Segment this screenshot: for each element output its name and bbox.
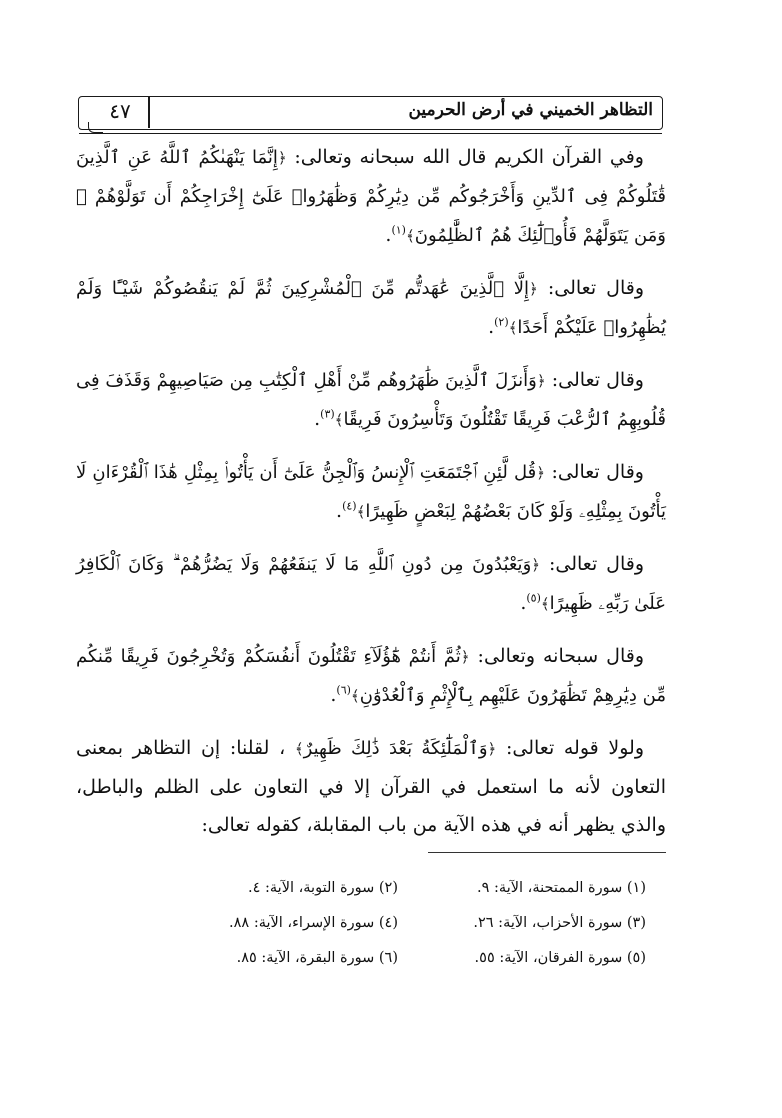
paragraph-intro: وقال تعالى:: [551, 461, 644, 483]
footnote-item: (٦) سورة البقرة، الآية: ٨٥.: [236, 949, 398, 966]
ornate-bracket-close-icon: ﴾: [508, 319, 518, 337]
ornate-bracket-open-icon: ﴿: [529, 280, 538, 298]
footnote-item: (١) سورة الممتحنة، الآية: ٩.: [477, 879, 646, 896]
paragraph-intro: وقال تعالى:: [548, 553, 644, 575]
footnote-item: (٢) سورة التوبة، الآية: ٤.: [247, 879, 398, 896]
header-divider: [148, 96, 150, 128]
ornate-bracket-open-icon: ﴿: [277, 149, 287, 167]
paragraph-1: وفي القرآن الكريم قال الله سبحانه وتعالى: ﴿إِنَّمَا يَنْهَىٰكُمُ ٱللَّهُ عَنِ ٱلَّذِينَ قَٰتَلُوكُمْ فِى ٱلدِّينِ وَأَخْرَجُوكُم مِّن دِيَٰرِكُمْ وَظَٰهَرُوا۟ عَلَىٰٓ إِخْرَاجِكُمْ أَن تَوَلَّوْهُمْ ۚ وَمَن يَتَوَلَّهُمْ فَأُو۟لَٰٓئِكَ هُمُ ٱلظَّٰلِمُونَ﴾$^{(١)}$.: [76, 146, 666, 246]
paragraph-3: وقال تعالى: ﴿وَأَنزَلَ ٱلَّذِينَ ظَٰهَرُوهُم مِّنْ أَهْلِ ٱلْكِتَٰبِ مِن صَيَاصِيهِمْ وَقَذَفَ فِى قُلُوبِهِمُ ٱلرُّعْبَ فَرِيقًا تَقْتُلُونَ وَتَأْسِرُونَ فَرِيقًا﴾$^{(٣)}$.: [76, 369, 666, 430]
page-body: [76, 138, 666, 858]
paragraph-2: وقال تعالى: ﴿إِلَّا ٱلَّذِينَ عَٰهَدتُّم مِّنَ ٱلْمُشْرِكِينَ ثُمَّ لَمْ يَنقُصُوكُمْ شَيْـًٔا وَلَمْ يُظَٰهِرُوا۟ عَلَيْكُمْ أَحَدًا﴾$^{(٢)}$.: [76, 277, 666, 338]
footnote-ref: (٢): [494, 315, 509, 329]
footnote-item: (٥) سورة الفرقان، الآية: ٥٥.: [474, 949, 646, 966]
footnote-ref: (١): [391, 223, 406, 237]
page-number: ٤٧: [109, 99, 131, 123]
quran-verse: إِلَّا ٱلَّذِينَ عَٰهَدتُّم مِّنَ ٱلْمُشْرِكِينَ ثُمَّ لَمْ يَنقُصُوكُمْ شَيْـًٔا وَلَمْ يُظَٰهِرُوا۟ عَلَيْكُمْ أَحَدًا: [76, 278, 666, 338]
quran-verse: إِنَّمَا يَنْهَىٰكُمُ ٱللَّهُ عَنِ ٱلَّذِينَ قَٰتَلُوكُمْ فِى ٱلدِّينِ وَأَخْرَجُوكُم مِّن دِيَٰرِكُمْ وَظَٰهَرُوا۟ عَلَىٰٓ إِخْرَاجِكُمْ أَن تَوَلَّوْهُمْ ۚ وَمَن يَتَوَلَّهُمْ فَأُو۟لَٰٓئِكَ هُمُ ٱلظَّٰلِمُونَ: [76, 147, 666, 246]
header-ornament: [88, 122, 103, 133]
paragraph-6: وقال سبحانه وتعالى: ﴿ثُمَّ أَنتُمْ هَٰٓؤُلَآءِ تَقْتُلُونَ أَنفُسَكُمْ وَتُخْرِجُونَ فَرِيقًا مِّنكُم مِّن دِيَٰرِهِمْ تَظَٰهَرُونَ عَلَيْهِم بِٱلْإِثْمِ وَٱلْعُدْوَٰنِ﴾$^{(٦)}$.: [76, 645, 666, 706]
quran-verse: قُل لَّئِنِ ٱجْتَمَعَتِ ٱلْإِنسُ وَٱلْجِنُّ عَلَىٰٓ أَن يَأْتُوا۟ بِمِثْلِ هَٰذَا ٱلْقُرْءَانِ لَا يَأْتُونَ بِمِثْلِهِۦ وَلَوْ كَانَ بَعْضُهُمْ لِبَعْضٍ ظَهِيرًا: [76, 462, 666, 522]
page-header: [78, 96, 663, 132]
footnotes: [150, 870, 646, 975]
ornate-bracket-close-icon: ﴾: [334, 411, 344, 429]
ornate-bracket-open-icon: ﴿: [531, 556, 541, 574]
quran-verse: ثُمَّ أَنتُمْ هَٰٓؤُلَآءِ تَقْتُلُونَ أَنفُسَكُمْ وَتُخْرِجُونَ فَرِيقًا مِّنكُم مِّن دِيَٰرِهِمْ تَظَٰهَرُونَ عَلَيْهِم بِٱلْإِثْمِ وَٱلْعُدْوَٰنِ: [76, 646, 666, 706]
ornate-bracket-open-icon: ﴿: [536, 372, 546, 390]
footnote-separator: [428, 852, 666, 853]
ornate-bracket-open-icon: ﴿: [536, 464, 546, 482]
quran-verse: وَأَنزَلَ ٱلَّذِينَ ظَٰهَرُوهُم مِّنْ أَهْلِ ٱلْكِتَٰبِ مِن صَيَاصِيهِمْ وَقَذَفَ فِى قُلُوبِهِمُ ٱلرُّعْبَ فَرِيقًا تَقْتُلُونَ وَتَأْسِرُونَ فَرِيقًا: [76, 370, 666, 430]
ornate-bracket-close-icon: ﴾: [350, 687, 360, 705]
quran-verse: وَٱلْمَلَٰٓئِكَةُ بَعْدَ ذَٰلِكَ ظَهِيرٌ: [303, 738, 488, 759]
footnote-item: (٣) سورة الأحزاب، الآية: ٢٦.: [473, 914, 646, 931]
quran-verse: وَيَعْبُدُونَ مِن دُونِ ٱللَّهِ مَا لَا يَنفَعُهُمْ وَلَا يَضُرُّهُمْ ۗ وَكَانَ ٱلْكَافِرُ عَلَىٰ رَبِّهِۦ ظَهِيرًا: [76, 554, 666, 614]
paragraph-text: ، لقلنا: إن التظاهر بمعنى التعاون لأنه ما استعمل في القرآن إلا في التعاون على الظلم والباطل، والذي يظهر أنه في هذه الآية من باب المقابلة، كقوله تعالى:: [76, 737, 666, 836]
footnote-ref: (٤): [342, 499, 357, 513]
paragraph-intro: وقال تعالى:: [551, 369, 644, 391]
paragraph-intro: ولولا قوله تعالى:: [505, 737, 645, 759]
ornate-bracket-close-icon: ﴾: [294, 740, 304, 758]
paragraph-4: وقال تعالى: ﴿قُل لَّئِنِ ٱجْتَمَعَتِ ٱلْإِنسُ وَٱلْجِنُّ عَلَىٰٓ أَن يَأْتُوا۟ بِمِثْلِ هَٰذَا ٱلْقُرْءَانِ لَا يَأْتُونَ بِمِثْلِهِۦ وَلَوْ كَانَ بَعْضُهُمْ لِبَعْضٍ ظَهِيرًا﴾$^{(٤)}$.: [76, 461, 666, 522]
footnote-ref: (٣): [320, 407, 335, 421]
footnote-item: (٤) سورة الإسراء، الآية: ٨٨.: [229, 914, 398, 931]
paragraph-intro: وقال سبحانه وتعالى:: [477, 645, 644, 667]
paragraph-closing: [76, 729, 666, 844]
book-title: التظاهر الخميني في أرض الحرمين: [408, 100, 653, 120]
paragraph-intro: وفي القرآن الكريم قال الله سبحانه وتعالى:: [294, 146, 644, 168]
ornate-bracket-open-icon: ﴿: [460, 648, 470, 666]
ornate-bracket-close-icon: ﴾: [356, 503, 366, 521]
footnote-row: [150, 905, 646, 940]
footnote-ref: (٥): [526, 591, 541, 605]
footnote-row: [150, 870, 646, 905]
paragraph-5: وقال تعالى: ﴿وَيَعْبُدُونَ مِن دُونِ ٱللَّهِ مَا لَا يَنفَعُهُمْ وَلَا يَضُرُّهُمْ ۗ وَكَانَ ٱلْكَافِرُ عَلَىٰ رَبِّهِۦ ظَهِيرًا﴾$^{(٥)}$.: [76, 553, 666, 614]
ornate-bracket-close-icon: ﴾: [405, 227, 415, 245]
footnote-row: [150, 940, 646, 975]
ornate-bracket-close-icon: ﴾: [540, 595, 550, 613]
ornate-bracket-open-icon: ﴿: [487, 740, 497, 758]
paragraph-intro: وقال تعالى:: [547, 277, 644, 299]
footnote-ref: (٦): [336, 683, 351, 697]
